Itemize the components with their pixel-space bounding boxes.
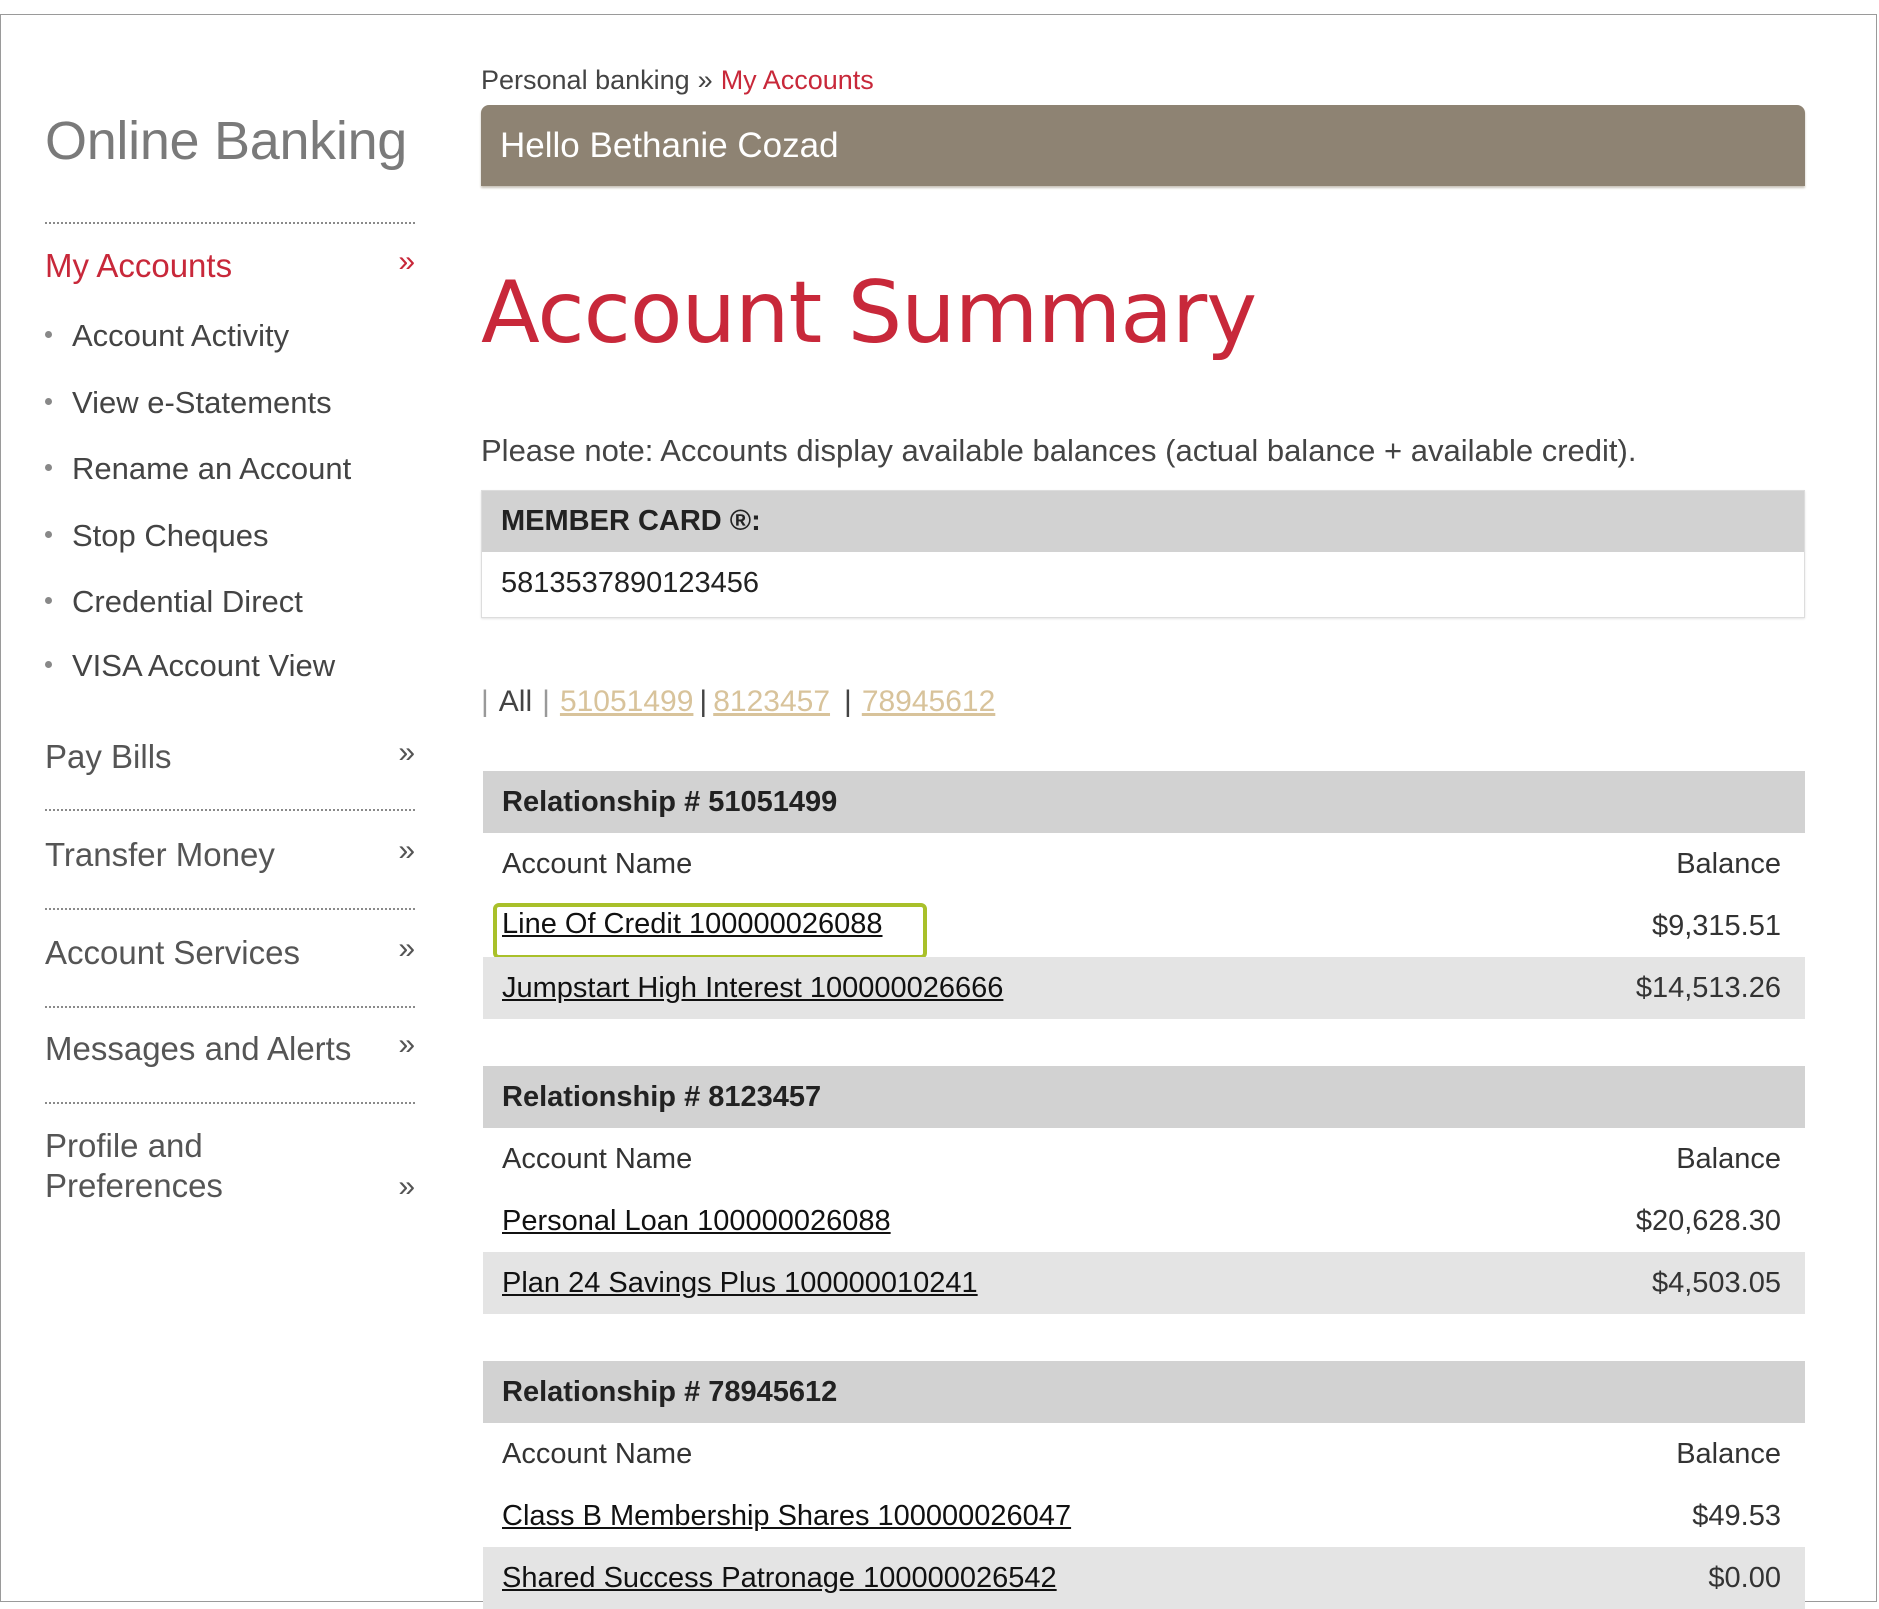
relationship-title: Relationship # 51051499	[483, 771, 1805, 833]
nav-pay-bills[interactable]	[45, 736, 415, 777]
nav-my-accounts-label: My Accounts	[45, 247, 233, 284]
relationship-panel	[483, 771, 1805, 1019]
relationship-panel	[483, 1361, 1805, 1609]
filter-link-8123457[interactable]: 8123457	[713, 685, 831, 718]
nav-account-services-label: Account Services	[45, 934, 300, 971]
divider	[45, 1102, 415, 1104]
nav-account-services[interactable]	[45, 932, 415, 973]
account-balance: $20,628.30	[1635, 1205, 1781, 1237]
nav-messages-alerts[interactable]	[45, 1028, 415, 1069]
filter-separator: |	[542, 685, 550, 718]
nav-profile-line2: Preferences	[45, 1167, 223, 1204]
account-row	[483, 1252, 1805, 1314]
sub-item-rename-account[interactable]	[45, 451, 351, 487]
chevron-right-icon: »	[398, 1170, 415, 1203]
sub-item-stop-cheques[interactable]	[45, 518, 268, 554]
filter-link-51051499[interactable]: 51051499	[559, 685, 694, 718]
member-card-number: 5813537890123456	[501, 567, 760, 599]
account-row	[483, 957, 1805, 1019]
sub-item-label: VISA Account View	[72, 648, 336, 683]
greeting-banner: Hello Bethanie Cozad	[481, 105, 1805, 186]
column-account-name: Account Name	[502, 1438, 693, 1470]
sub-item-label: View e-Statements	[72, 385, 332, 420]
breadcrumb-separator: »	[697, 65, 713, 95]
account-row	[483, 1547, 1805, 1609]
account-link[interactable]: Personal Loan 100000026088	[502, 1205, 891, 1237]
sub-item-visa-account-view[interactable]	[45, 648, 335, 684]
page-title: Account Summary	[481, 263, 1257, 363]
column-header-row	[483, 1423, 1805, 1485]
nav-pay-bills-label: Pay Bills	[45, 738, 172, 775]
nav-messages-alerts-label: Messages and Alerts	[45, 1030, 352, 1067]
sub-item-view-e-statements[interactable]	[45, 385, 332, 421]
chevron-right-icon: »	[398, 736, 415, 769]
account-link[interactable]: Shared Success Patronage 100000026542	[502, 1562, 1057, 1594]
relationship-title: Relationship # 8123457	[483, 1066, 1805, 1128]
column-balance: Balance	[1676, 848, 1781, 880]
column-account-name: Account Name	[502, 1143, 693, 1175]
account-link[interactable]: Jumpstart High Interest 100000026666	[502, 972, 1004, 1004]
column-header-row	[483, 833, 1805, 895]
bullet-icon	[45, 464, 52, 471]
chevron-right-icon: »	[398, 1028, 415, 1061]
account-balance: $14,513.26	[1635, 972, 1781, 1004]
balance-note: Please note: Accounts display available balances (actual balance + available credit).	[481, 433, 1637, 468]
nav-transfer-money[interactable]	[45, 834, 415, 875]
bullet-icon	[45, 331, 52, 338]
chevron-right-icon: »	[398, 834, 415, 867]
divider	[45, 809, 415, 811]
divider	[45, 1006, 415, 1008]
account-balance: $49.53	[1692, 1500, 1781, 1532]
column-account-name: Account Name	[502, 848, 693, 880]
filter-separator: |	[844, 685, 852, 718]
bullet-icon	[45, 597, 52, 604]
filter-separator: |	[699, 685, 708, 718]
sub-item-credential-direct[interactable]	[45, 584, 303, 620]
chevron-right-icon: »	[398, 932, 415, 965]
relationship-filter	[481, 685, 995, 719]
account-balance: $4,503.05	[1651, 1267, 1781, 1299]
column-header-row	[483, 1128, 1805, 1190]
filter-link-78945612[interactable]: 78945612	[861, 685, 996, 718]
sub-item-label: Rename an Account	[72, 451, 352, 486]
sub-item-label: Account Activity	[72, 318, 290, 353]
app-title: Online Banking	[45, 111, 408, 171]
column-balance: Balance	[1676, 1438, 1781, 1470]
relationship-title: Relationship # 78945612	[483, 1361, 1805, 1423]
filter-all[interactable]: All	[498, 685, 533, 718]
breadcrumb	[481, 65, 874, 96]
account-row	[483, 1190, 1805, 1252]
account-link[interactable]: Line Of Credit 100000026088	[502, 908, 883, 940]
nav-profile-preferences[interactable]	[45, 1126, 415, 1206]
bullet-icon	[45, 398, 52, 405]
divider	[45, 222, 415, 224]
sub-item-label: Credential Direct	[72, 584, 303, 619]
breadcrumb-home[interactable]: Personal banking	[481, 65, 690, 95]
bullet-icon	[45, 661, 52, 668]
divider	[45, 908, 415, 910]
member-card-panel	[481, 490, 1805, 618]
account-row	[483, 895, 1805, 957]
page-frame	[0, 14, 1877, 1602]
breadcrumb-current: My Accounts	[720, 65, 874, 95]
account-balance: $9,315.51	[1651, 910, 1781, 942]
sub-item-account-activity[interactable]	[45, 318, 289, 354]
sub-item-label: Stop Cheques	[72, 518, 269, 553]
account-balance: $0.00	[1708, 1562, 1781, 1594]
member-card-label: MEMBER CARD ®:	[482, 491, 1804, 552]
chevron-right-icon: »	[398, 245, 415, 278]
filter-separator: |	[481, 685, 489, 718]
nav-profile-line1: Profile and	[45, 1127, 203, 1164]
account-row	[483, 1485, 1805, 1547]
account-link[interactable]: Class B Membership Shares 100000026047	[502, 1500, 1072, 1532]
nav-my-accounts[interactable]	[45, 245, 415, 286]
column-balance: Balance	[1676, 1143, 1781, 1175]
relationship-panel	[483, 1066, 1805, 1314]
bullet-icon	[45, 531, 52, 538]
nav-transfer-money-label: Transfer Money	[45, 836, 275, 873]
account-link[interactable]: Plan 24 Savings Plus 100000010241	[502, 1267, 978, 1299]
